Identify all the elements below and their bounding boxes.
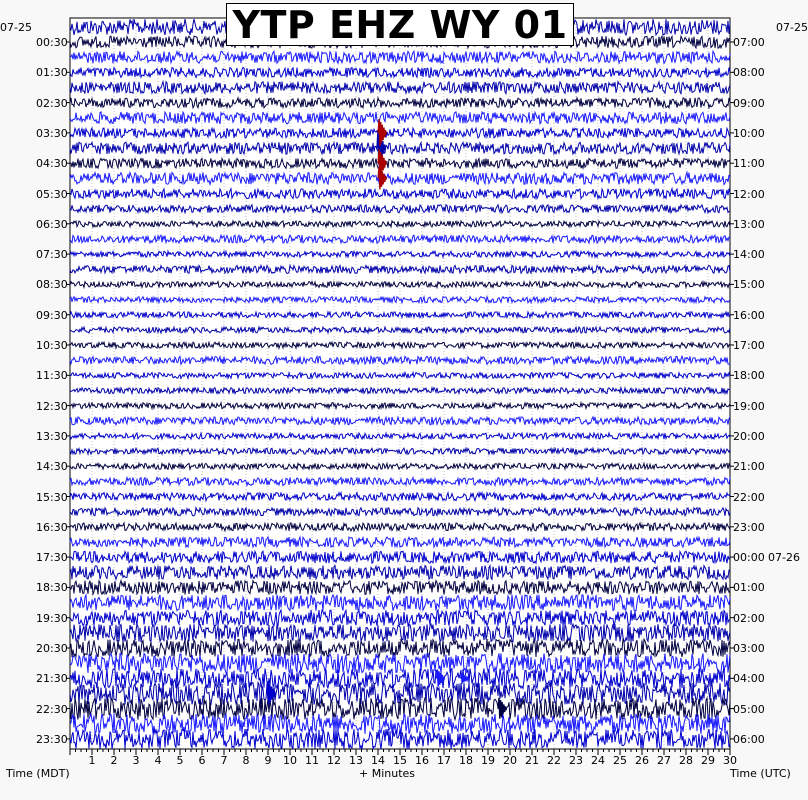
right-hour-label: 10:00 — [733, 126, 765, 140]
left-hour-label: 11:30 — [36, 369, 68, 383]
left-hour-label: 00:30 — [36, 36, 68, 49]
x-tick-label: 25 — [613, 754, 627, 767]
right-hour-label: 23:00 — [733, 520, 765, 534]
x-tick-label: 4 — [154, 754, 162, 767]
right-hour-label: 12:00 — [733, 187, 765, 201]
left-hour-label: 03:30 — [36, 126, 68, 140]
x-tick-label: 21 — [525, 754, 539, 767]
x-tick-label: 11 — [305, 754, 319, 767]
left-hour-label: 23:30 — [36, 732, 68, 746]
x-tick-label: 12 — [327, 754, 341, 767]
right-hour-label: 18:00 — [733, 369, 765, 383]
x-tick-label: 19 — [481, 754, 495, 767]
date-rollover-label: 07-26 — [768, 551, 800, 565]
right-hour-label: 21:00 — [733, 460, 765, 474]
right-hour-label: 00:00 — [733, 551, 765, 565]
left-hour-label: 21:30 — [36, 672, 68, 686]
x-tick-label: 28 — [679, 754, 693, 767]
left-hour-label: 18:30 — [36, 581, 68, 595]
x-tick-label: 24 — [591, 754, 605, 767]
right-hour-label: 01:00 — [733, 581, 765, 595]
right-hour-label: 05:00 — [733, 702, 765, 716]
right-hour-label: 19:00 — [733, 399, 765, 413]
left-hour-label: 17:30 — [36, 551, 68, 565]
x-tick-label: 2 — [110, 754, 118, 767]
right-hour-label: 07:00 — [733, 36, 765, 49]
right-hour-label: 14:00 — [733, 248, 765, 262]
chart-title-box — [226, 3, 574, 46]
right-hour-label: 06:00 — [733, 732, 765, 746]
right-hour-label: 17:00 — [733, 339, 765, 352]
left-hour-label: 01:30 — [36, 66, 68, 80]
left-hour-label: 05:30 — [36, 187, 68, 201]
x-tick-label: 27 — [657, 754, 671, 767]
x-tick-label: 3 — [132, 754, 140, 767]
right-hour-label: 11:00 — [733, 157, 765, 171]
right-hour-label: 04:00 — [733, 672, 765, 686]
left-hour-label: 07:30 — [36, 248, 68, 262]
right-hour-label: 08:00 — [733, 66, 765, 80]
right-hour-label: 03:00 — [733, 642, 765, 655]
x-tick-label: 20 — [503, 754, 517, 767]
right-hour-label: 13:00 — [733, 217, 765, 231]
right-hour-label: 09:00 — [733, 96, 765, 110]
left-hour-label: 08:30 — [36, 278, 68, 292]
left-hour-label: 22:30 — [36, 702, 68, 716]
left-hour-label: 20:30 — [36, 642, 68, 655]
left-hour-label: 15:30 — [36, 490, 68, 504]
x-tick-label: 22 — [547, 754, 561, 767]
x-tick-label: 13 — [349, 754, 363, 767]
x-axis-title: + Minutes — [359, 767, 416, 780]
x-tick-label: 29 — [701, 754, 715, 767]
x-tick-label: 14 — [371, 754, 385, 767]
x-tick-label: 8 — [242, 754, 250, 767]
right-hour-label: 02:00 — [733, 611, 765, 625]
x-tick-label: 7 — [220, 754, 228, 767]
x-tick-label: 18 — [459, 754, 473, 767]
left-hour-label: 10:30 — [36, 339, 68, 352]
left-date-label: 07-25 — [0, 21, 32, 34]
left-hour-label: 16:30 — [36, 520, 68, 534]
left-axis-title: Time (MDT) — [6, 767, 70, 780]
left-hour-label: 06:30 — [36, 217, 68, 231]
left-hour-label: 14:30 — [36, 460, 68, 474]
x-tick-label: 9 — [264, 754, 272, 767]
x-tick-label: 5 — [176, 754, 184, 767]
right-axis-title: Time (UTC) — [730, 767, 791, 780]
chart-title: YTP EHZ WY 01 — [232, 2, 568, 47]
right-date-label: 07-25 — [776, 21, 808, 34]
x-tick-label: 15 — [393, 754, 407, 767]
left-hour-label: 19:30 — [36, 611, 68, 625]
left-hour-label: 09:30 — [36, 308, 68, 322]
left-hour-label: 02:30 — [36, 96, 68, 110]
left-hour-label: 04:30 — [36, 157, 68, 171]
left-hour-label: 13:30 — [36, 429, 68, 443]
x-tick-label: 26 — [635, 754, 649, 767]
x-tick-label: 10 — [283, 754, 297, 767]
x-tick-label: 1 — [88, 754, 96, 767]
right-hour-label: 22:00 — [733, 490, 765, 504]
x-tick-label: 23 — [569, 754, 583, 767]
x-tick-label: 30 — [723, 754, 737, 767]
right-hour-label: 16:00 — [733, 308, 765, 322]
x-tick-label: 17 — [437, 754, 451, 767]
right-hour-label: 20:00 — [733, 429, 765, 443]
x-tick-label: 6 — [198, 754, 206, 767]
left-hour-label: 12:30 — [36, 399, 68, 413]
right-hour-label: 15:00 — [733, 278, 765, 292]
x-tick-label: 16 — [415, 754, 429, 767]
